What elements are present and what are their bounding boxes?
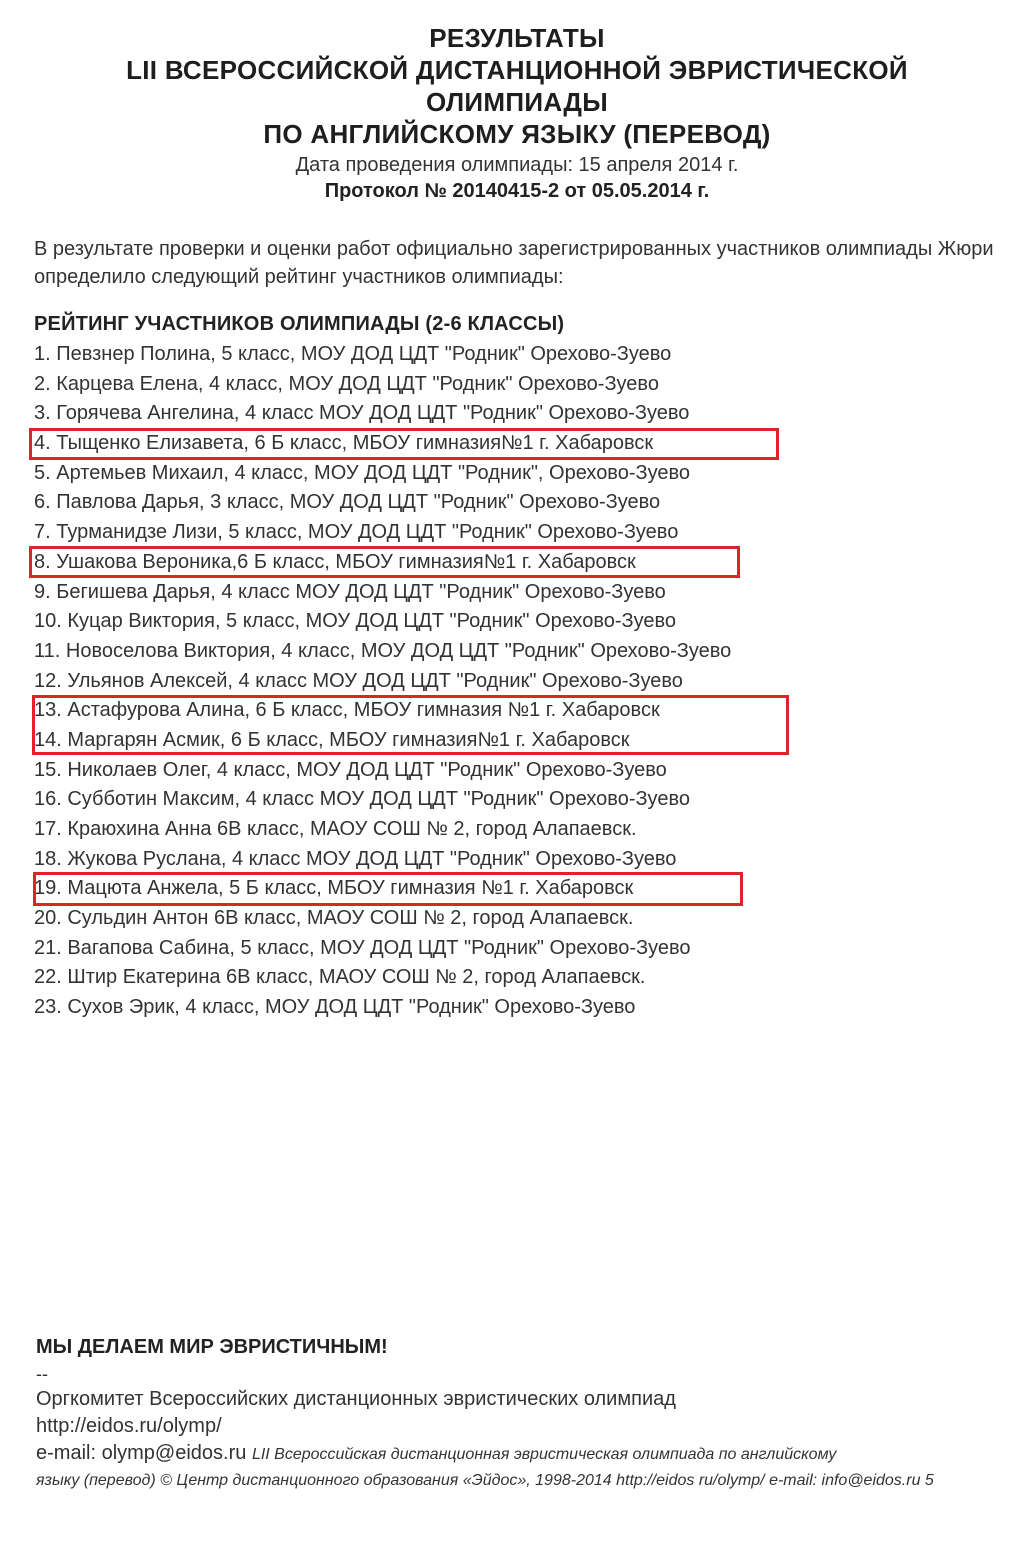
website-link[interactable]: http://eidos.ru/olymp/ bbox=[36, 1415, 222, 1437]
olympiad-date: Дата проведения олимпиады: 15 апреля 2014 г. bbox=[295, 154, 739, 176]
document-header bbox=[0, 22, 1017, 204]
list-item: 17. Краюхина Анна 6В класс, МАОУ СОШ № 2, город Алапаевск. bbox=[34, 818, 637, 840]
email-link[interactable]: e-mail: olymp@eidos.ru bbox=[36, 1442, 247, 1464]
title-line-3: ОЛИМПИАДЫ bbox=[426, 87, 608, 117]
email-row bbox=[36, 1440, 996, 1468]
highlight-box-entry-8 bbox=[29, 546, 740, 578]
list-item: 13. Астафурова Алина, 6 Б класс, МБОУ гимназия №1 г. Хабаровск bbox=[34, 699, 660, 722]
list-item: 9. Бегишева Дарья, 4 класс МОУ ДОД ЦДТ "Родник" Орехово-Зуево bbox=[34, 580, 666, 603]
list-item: 14. Маргарян Асмик, 6 Б класс, МБОУ гимназия№1 г. Хабаровск bbox=[34, 728, 630, 751]
list-item: 20. Сульдин Антон 6В класс, МАОУ СОШ № 2, город Алапаевск. bbox=[34, 907, 634, 930]
copyright-text-2: языку (перевод) © Центр дистанционного образования «Эйдос», 1998-2014 http://eidos ru/olymp/ e-mail: info@eidos.ru 5 bbox=[36, 1472, 934, 1489]
list-item: 1. Певзнер Полина, 5 класс, МОУ ДОД ЦДТ "Родник" Орехово-Зуево bbox=[34, 343, 672, 365]
list-item: 11. Новоселова Виктория, 4 класс, МОУ ДОД ЦДТ "Родник" Орехово-Зуево bbox=[34, 639, 732, 662]
protocol-number: Протокол № 20140415-2 от 05.05.2014 г. bbox=[324, 180, 710, 202]
list-item: 7. Турманидзе Лизи, 5 класс, МОУ ДОД ЦДТ "Родник" Орехово-Зуево bbox=[34, 521, 679, 544]
separator-dash: -- bbox=[36, 1364, 48, 1384]
list-item: 6. Павлова Дарья, 3 класс, МОУ ДОД ЦДТ "Родник" Орехово-Зуево bbox=[34, 491, 661, 514]
document-footer bbox=[36, 1332, 996, 1494]
list-item: 18. Жукова Руслана, 4 класс МОУ ДОД ЦДТ "Родник" Орехово-Зуево bbox=[34, 847, 677, 870]
title-line-2: LII ВСЕРОССИЙСКОЙ ДИСТАНЦИОННОЙ ЭВРИСТИЧЕСКОЙ bbox=[126, 55, 908, 85]
list-item: 21. Вагапова Сабина, 5 класс, МОУ ДОД ЦДТ "Родник" Орехово-Зуево bbox=[34, 936, 691, 959]
list-item: 5. Артемьев Михаил, 4 класс, МОУ ДОД ЦДТ "Родник", Орехово-Зуево bbox=[34, 461, 690, 484]
highlight-box-entries-13-14 bbox=[32, 695, 789, 755]
list-item: 22. Штир Екатерина 6В класс, МАОУ СОШ № 2, город Алапаевск. bbox=[34, 966, 646, 989]
slogan: МЫ ДЕЛАЕМ МИР ЭВРИСТИЧНЫМ! bbox=[36, 1336, 388, 1358]
highlight-box-entry-19 bbox=[33, 872, 743, 906]
list-item: 8. Ушакова Вероника,6 Б класс, МБОУ гимназия№1 г. Хабаровск bbox=[34, 550, 636, 573]
list-item: 3. Горячева Ангелина, 4 класс МОУ ДОД ЦДТ "Родник" Орехово-Зуево bbox=[34, 402, 690, 425]
list-item: 4. Тыщенко Елизавета, 6 Б класс, МБОУ гимназия№1 г. Хабаровск bbox=[34, 432, 654, 455]
list-item: 16. Субботин Максим, 4 класс МОУ ДОД ЦДТ "Родник" Орехово-Зуево bbox=[34, 788, 690, 811]
rating-heading: РЕЙТИНГ УЧАСТНИКОВ ОЛИМПИАДЫ (2-6 КЛАССЫ) bbox=[34, 313, 565, 335]
list-item: 10. Куцар Виктория, 5 класс, МОУ ДОД ЦДТ "Родник" Орехово-Зуево bbox=[34, 610, 677, 633]
organizer-name: Оргкомитет Всероссийских дистанционных эвристических олимпиад bbox=[36, 1388, 676, 1410]
copyright-text-1: LII Всероссийская дистанционная эвристическая олимпиада по английскому bbox=[251, 1446, 837, 1463]
list-item: 19. Мацюта Анжела, 5 Б класс, МБОУ гимназия №1 г. Хабаровск bbox=[34, 877, 634, 900]
title-line-1: РЕЗУЛЬТАТЫ bbox=[429, 23, 605, 53]
list-item: 12. Ульянов Алексей, 4 класс МОУ ДОД ЦДТ "Родник" Орехово-Зуево bbox=[34, 669, 683, 692]
highlight-box-entry-4 bbox=[29, 428, 779, 460]
list-item: 23. Сухов Эрик, 4 класс, МОУ ДОД ЦДТ "Родник" Орехово-Зуево bbox=[34, 996, 636, 1019]
list-item: 2. Карцева Елена, 4 класс, МОУ ДОД ЦДТ "Родник" Орехово-Зуево bbox=[34, 372, 659, 395]
list-item: 15. Николаев Олег, 4 класс, МОУ ДОД ЦДТ "Родник" Орехово-Зуево bbox=[34, 758, 667, 781]
intro-paragraph: В результате проверки и оценки работ официально зарегистрированных участников олимпиады Жюри определило следующий рейтинг участников олимпиады: bbox=[34, 238, 994, 288]
title-line-4: ПО АНГЛИЙСКОМУ ЯЗЫКУ (ПЕРЕВОД) bbox=[263, 119, 771, 149]
